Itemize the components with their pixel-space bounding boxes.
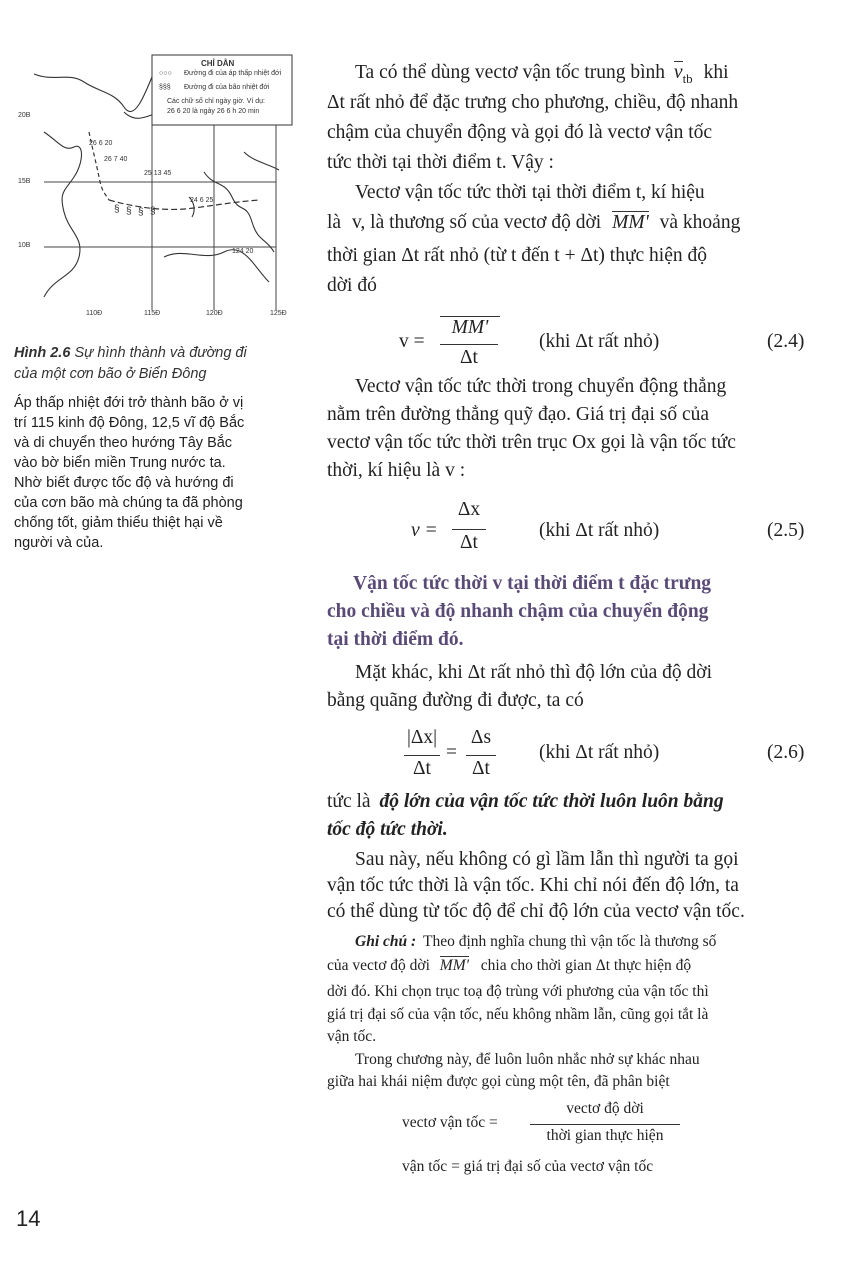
page-number: 14: [16, 1206, 41, 1231]
caption-body-line: vào bờ biển miền Trung nước ta.: [14, 455, 226, 471]
legend-depression-icon: ○○○: [159, 70, 172, 77]
caption-body-line: chống tốt, giảm thiểu thiệt hại về: [14, 515, 223, 531]
v-tb-letter: v: [673, 62, 683, 83]
svg-text:§: §: [126, 206, 132, 217]
note-text-1: Theo định nghĩa chung thì vận tốc là thương số: [423, 933, 717, 950]
p2-line-4: dời đó: [327, 275, 377, 296]
eq1-lhs: v =: [399, 331, 425, 352]
eq2-number: (2.5): [767, 520, 805, 541]
p3-line-3: vectơ vận tốc tức thời trên trục Ox gọi là vận tốc tức: [327, 432, 736, 453]
legend-item-storm: Đường đi của bão nhiệt đới: [184, 84, 270, 91]
p5-line-1: [327, 791, 724, 813]
track-point-4: 24 6 25: [190, 197, 214, 204]
p6-line-2: vận tốc tức thời là vận tốc. Khi chỉ nói đến độ lớn, ta: [327, 875, 739, 896]
eq1-denominator: Δt: [460, 347, 478, 368]
note-line-3: dời đó. Khi chọn trục toạ độ trùng với phương của vận tốc thì: [327, 983, 709, 1000]
legend-item-depression: Đường đi của áp thấp nhiệt đới: [184, 70, 282, 77]
lon-label-110: 110Đ: [86, 310, 103, 317]
p1-text-1a: Ta có thể dùng vectơ vận tốc trung bình: [355, 62, 666, 83]
legend-storm-icon: §§§: [159, 84, 171, 91]
p5-emphasis-1: độ lớn của vận tốc tức thời luôn luôn bằng: [379, 791, 724, 812]
mm-vector-inline: MM': [612, 212, 649, 233]
eq1-condition: (khi Δt rất nhỏ): [539, 331, 660, 352]
note-line-2: [327, 957, 691, 975]
svg-text:§: §: [138, 207, 144, 218]
def1-fraction-bar: [530, 1124, 680, 1125]
caption-body: [14, 393, 304, 553]
eq3-equals: =: [446, 742, 457, 763]
caption-body-line: của cơn bão mà chúng ta đã phòng: [14, 495, 243, 511]
caption-body-line: Áp thấp nhiệt đới trở thành bão ở vị: [14, 395, 244, 411]
eq2-fraction-bar: [452, 529, 486, 530]
caption-body-line: người và của.: [14, 535, 104, 551]
p3-line-2: nằm trên đường thẳng quỹ đạo. Giá trị đại số của: [327, 404, 710, 425]
p3-line-4: thời, kí hiệu là v :: [327, 460, 466, 481]
def1-numerator: vectơ độ dời: [566, 1100, 644, 1117]
lon-label-120: 120Đ: [206, 310, 223, 317]
note-line-1: [355, 933, 716, 951]
p1-line-1: [355, 62, 728, 87]
eq1-numerator: MM': [440, 316, 500, 339]
p2-text-2b: v, là thương số của vectơ độ dời: [351, 212, 602, 233]
lon-label-125: 125Đ: [270, 310, 287, 317]
lon-label-115: 115Đ: [144, 310, 161, 317]
p2-line-3: thời gian Δt rất nhỏ (từ t đến t + Δt) thực hiện độ: [327, 245, 708, 266]
p6-line-3: có thể dùng từ tốc độ để chỉ độ lớn của vectơ vận tốc.: [327, 901, 745, 922]
eq1-number: (2.4): [767, 331, 805, 352]
caption-label: Hình 2.6: [14, 345, 71, 361]
track-point-2: 26 7 40: [104, 156, 128, 163]
note-text-2a: của vectơ độ dời: [327, 957, 430, 974]
def1-denominator: thời gian thực hiện: [546, 1127, 664, 1144]
lat-label-20: 20B: [18, 112, 31, 119]
note-line-5: vận tốc.: [327, 1028, 377, 1045]
storm-map: [14, 52, 306, 320]
eq3-fraction-bar-2: [466, 755, 496, 756]
legend-title: CHỈ DẪN: [201, 59, 235, 68]
p1-line-3: chậm của chuyển động và gọi đó là vectơ vận tốc: [327, 122, 713, 143]
note-line-6: Trong chương này, để luôn luôn nhắc nhở sự khác nhau: [355, 1051, 700, 1068]
track-point-3: 25 13 45: [144, 170, 172, 177]
note-line-7: giữa hai khái niệm được gọi cùng một tên, đã phân biệt: [327, 1073, 670, 1090]
eq3-numerator-2: Δs: [470, 727, 492, 748]
p1-line-2: Δt rất nhỏ để đặc trưng cho phương, chiều, độ nhanh: [327, 92, 739, 113]
track-point-1: 26 6 20: [89, 140, 113, 147]
eq2-denominator: Δt: [460, 532, 478, 553]
p2-line-2: [327, 212, 740, 234]
p4-line-2: bằng quãng đường đi được, ta có: [327, 690, 584, 711]
p2-text-2d: và khoảng: [659, 212, 741, 233]
track-point-5: 124 20: [232, 248, 254, 255]
highlight-line-1: Vận tốc tức thời v tại thời điểm t đặc trưng: [353, 573, 712, 594]
v-tb-symbol: [674, 62, 693, 87]
caption-title-1: Sự hình thành và đường đi: [74, 345, 247, 361]
storm-map-drawing: [14, 52, 306, 320]
note-label: Ghi chú :: [355, 933, 417, 950]
eq1-fraction-bar: [440, 344, 498, 345]
p3-line-1: Vectơ vận tốc tức thời trong chuyển động thẳng: [355, 376, 727, 397]
caption-body-line: Nhờ biết được tốc độ và hướng đi: [14, 475, 234, 491]
eq2-numerator: Δx: [457, 499, 481, 520]
p4-line-1: Mặt khác, khi Δt rất nhỏ thì độ lớn của độ dời: [355, 662, 713, 683]
note-text-2c: chia cho thời gian Δt thực hiện độ: [480, 957, 692, 974]
v-tb-subscript: tb: [682, 70, 693, 86]
caption-body-line: trí 115 kinh độ Đông, 12,5 vĩ độ Bắc: [14, 415, 245, 431]
eq3-denominator-2: Δt: [472, 758, 490, 779]
eq3-fraction-bar-1: [404, 755, 440, 756]
eq3-condition: (khi Δt rất nhỏ): [539, 742, 660, 763]
svg-text:§: §: [114, 204, 120, 215]
legend-note-2: 26 6 20 là ngày 26 6 h 20 min: [167, 108, 260, 115]
p1-text-1b: khi: [703, 62, 729, 83]
p2-line-1: Vectơ vận tốc tức thời tại thời điểm t, kí hiệu: [355, 182, 705, 203]
eq2-condition: (khi Δt rất nhỏ): [539, 520, 660, 541]
p5-text-1a: tức là: [327, 791, 371, 812]
svg-text:§: §: [150, 206, 156, 217]
p5-emphasis-2: tốc độ tức thời.: [327, 819, 448, 840]
highlight-line-2: cho chiều và độ nhanh chậm của chuyển động: [327, 601, 709, 622]
def1-lhs: vectơ vận tốc =: [402, 1114, 498, 1131]
legend-note-1: Các chữ số chỉ ngày giờ. Ví dụ:: [167, 98, 265, 105]
note-line-4: giá trị đại số của vận tốc, nếu không nhầm lẫn, cũng gọi tắt là: [327, 1006, 709, 1023]
mm-vector-note: MM': [439, 957, 469, 974]
caption-title-2: của một cơn bão ở Biển Đông: [14, 366, 207, 382]
highlight-line-3: tại thời điểm đó.: [327, 629, 464, 650]
def2-line: vận tốc = giá trị đại số của vectơ vận tốc: [402, 1158, 654, 1175]
eq3-denominator-1: Δt: [413, 758, 431, 779]
p2-text-2a: là: [327, 212, 342, 233]
lat-label-10: 10B: [18, 242, 31, 249]
p1-line-4: tức thời tại thời điểm t. Vậy :: [327, 152, 554, 173]
caption-title-line-1: [14, 343, 304, 364]
caption-body-line: và di chuyển theo hướng Tây Bắc: [14, 435, 233, 451]
eq3-number: (2.6): [767, 742, 805, 763]
p6-line-1: Sau này, nếu không có gì lầm lẫn thì người ta gọi: [355, 849, 739, 870]
figure-caption: [14, 343, 304, 553]
lat-label-15: 15B: [18, 178, 31, 185]
eq2-lhs: v =: [411, 520, 438, 541]
eq3-numerator-1: |Δx|: [406, 727, 438, 748]
